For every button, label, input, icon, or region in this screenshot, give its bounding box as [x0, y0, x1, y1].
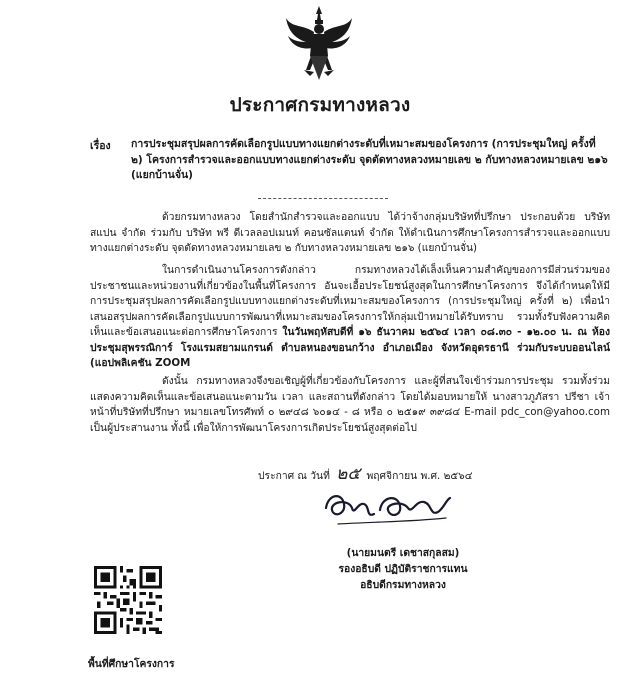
paragraph-meeting-text: ในการดำเนินงานโครงการดังกล่าว กรมทางหลวงได้เล็งเห็นความสำคัญของการมีส่วนร่วมของประชาชนและหน่วยงานที่เกี่ยวข้องในพื้นที่โครงการ อันจะเอื้อประโยชน์สูงสุดในการศึกษาโครงการ จึงได้กำหนดให้มีการประชุมสรุปผลการคัดเลือกรูปแบบทางแยกต่างระดับที่เหมาะสมของโครงการ (การประชุมใหญ่ ครั้งที่ ๒) เพื่อนำเสนอสรุปผลการคัดเลือกรูปแบบการพัฒนาที่เหมาะสมของโครงการให้กลุ่มเป้าหมายได้รับทราบ รวมทั้งรับฟังความคิดเห็นและข้อเสนอแนะต่อการศึกษาโครงการ: [90, 264, 610, 338]
signer-office: อธิบดีกรมทางหลวง: [360, 579, 446, 591]
signature-image: [318, 478, 458, 530]
qr-caption: พื้นที่ศึกษาโครงการ: [88, 658, 175, 670]
paragraph-invitation-text: ดังนั้น กรมทางหลวงจึงขอเชิญผู้ที่เกี่ยวข้องกับโครงการ และผู้ที่สนใจเข้าร่วมการประชุม รวมทั้งร่วมแสดงความคิดเห็นและข้อเสนอแนะตามวัน เวลา และสถานที่ดังกล่าว โดยได้มอบหมายให้ นางสาวภูภัสรา ปรีชา เจ้าหน้าที่บริษัทที่ปรึกษา หมายเลขโทรศัพท์ ๐ ๒๙๔๘ ๖๐๑๔ - ๘ หรือ ๐ ๒๕๑๙ ๓๙๘๔ E-mail pdc_con@yahoo.com เป็นผู้ประสานงาน ทั้งนี้ เพื่อให้การพัฒนาโครงการเกิดประโยชน์สูงสุดต่อไป: [90, 375, 610, 434]
garuda-emblem-icon: [284, 4, 354, 86]
qr-code-icon: [94, 566, 162, 634]
paragraph-intro-text: ด้วยกรมทางหลวง โดยสำนักสำรวจและออกแบบ ได้ว่าจ้างกลุ่มบริษัทที่ปรึกษา ประกอบด้วย บริษัท สแปน จำกัด ร่วมกับ บริษัท พรี ดีเวลลอปเมนท์ คอนซัลแตนท์ จำกัด ให้ดำเนินการศึกษาโครงการสำรวจและออกแบบทางแยกต่างระดับ จุดตัดทางหลวงหมายเลข ๒ กับทางหลวงหมายเลข ๒๑๖ (แยกบ้านจั่น): [90, 211, 610, 254]
subject-text: การประชุมสรุปผลการคัดเลือกรูปแบบทางแยกต่างระดับที่เหมาะสมของโครงการ (การประชุมใหญ่ ครั้งที่ ๒) โครงการสำรวจและออกแบบทางแยกต่างระดับ จุดตัดทางหลวงหมายเลข ๒ กับทางหลวงหมายเลข ๒๑๖ (แยกบ้านจั่น): [131, 138, 608, 181]
paragraph-intro: [90, 210, 610, 257]
announce-day: ๒๕: [336, 464, 361, 484]
page-title: ประกาศกรมทางหลวง: [229, 94, 411, 116]
announce-prefix: ประกาศ ณ วันที่: [258, 470, 330, 482]
signer-position: รองอธิบดี ปฏิบัติราชการแทน: [338, 563, 468, 575]
subject-label: เรื่อง: [90, 140, 111, 152]
announce-suffix: พฤศจิกายน พ.ศ. ๒๕๖๔: [366, 470, 473, 482]
meeting-details: ในวันพฤหัสบดีที่ ๑๖ ธันวาคม ๒๕๖๔ เวลา ๐๘.๓๐ - ๑๒.๐๐ น. ณ ห้องประชุมสุพรรณิการ์ โรงแรมสยามแกรนด์ ตำบลหนองขอนกว้าง อำเภอเมือง จังหวัดอุดรธานี ร่วมกับระบบออนไลน์ (แอปพลิเคชัน ZOOM: [90, 326, 610, 369]
paragraph-meeting: [90, 263, 610, 372]
paragraph-invitation: [90, 374, 610, 436]
divider: [258, 198, 388, 199]
signer-name: (นายมนตรี เดชาสกุลสม): [346, 547, 460, 559]
